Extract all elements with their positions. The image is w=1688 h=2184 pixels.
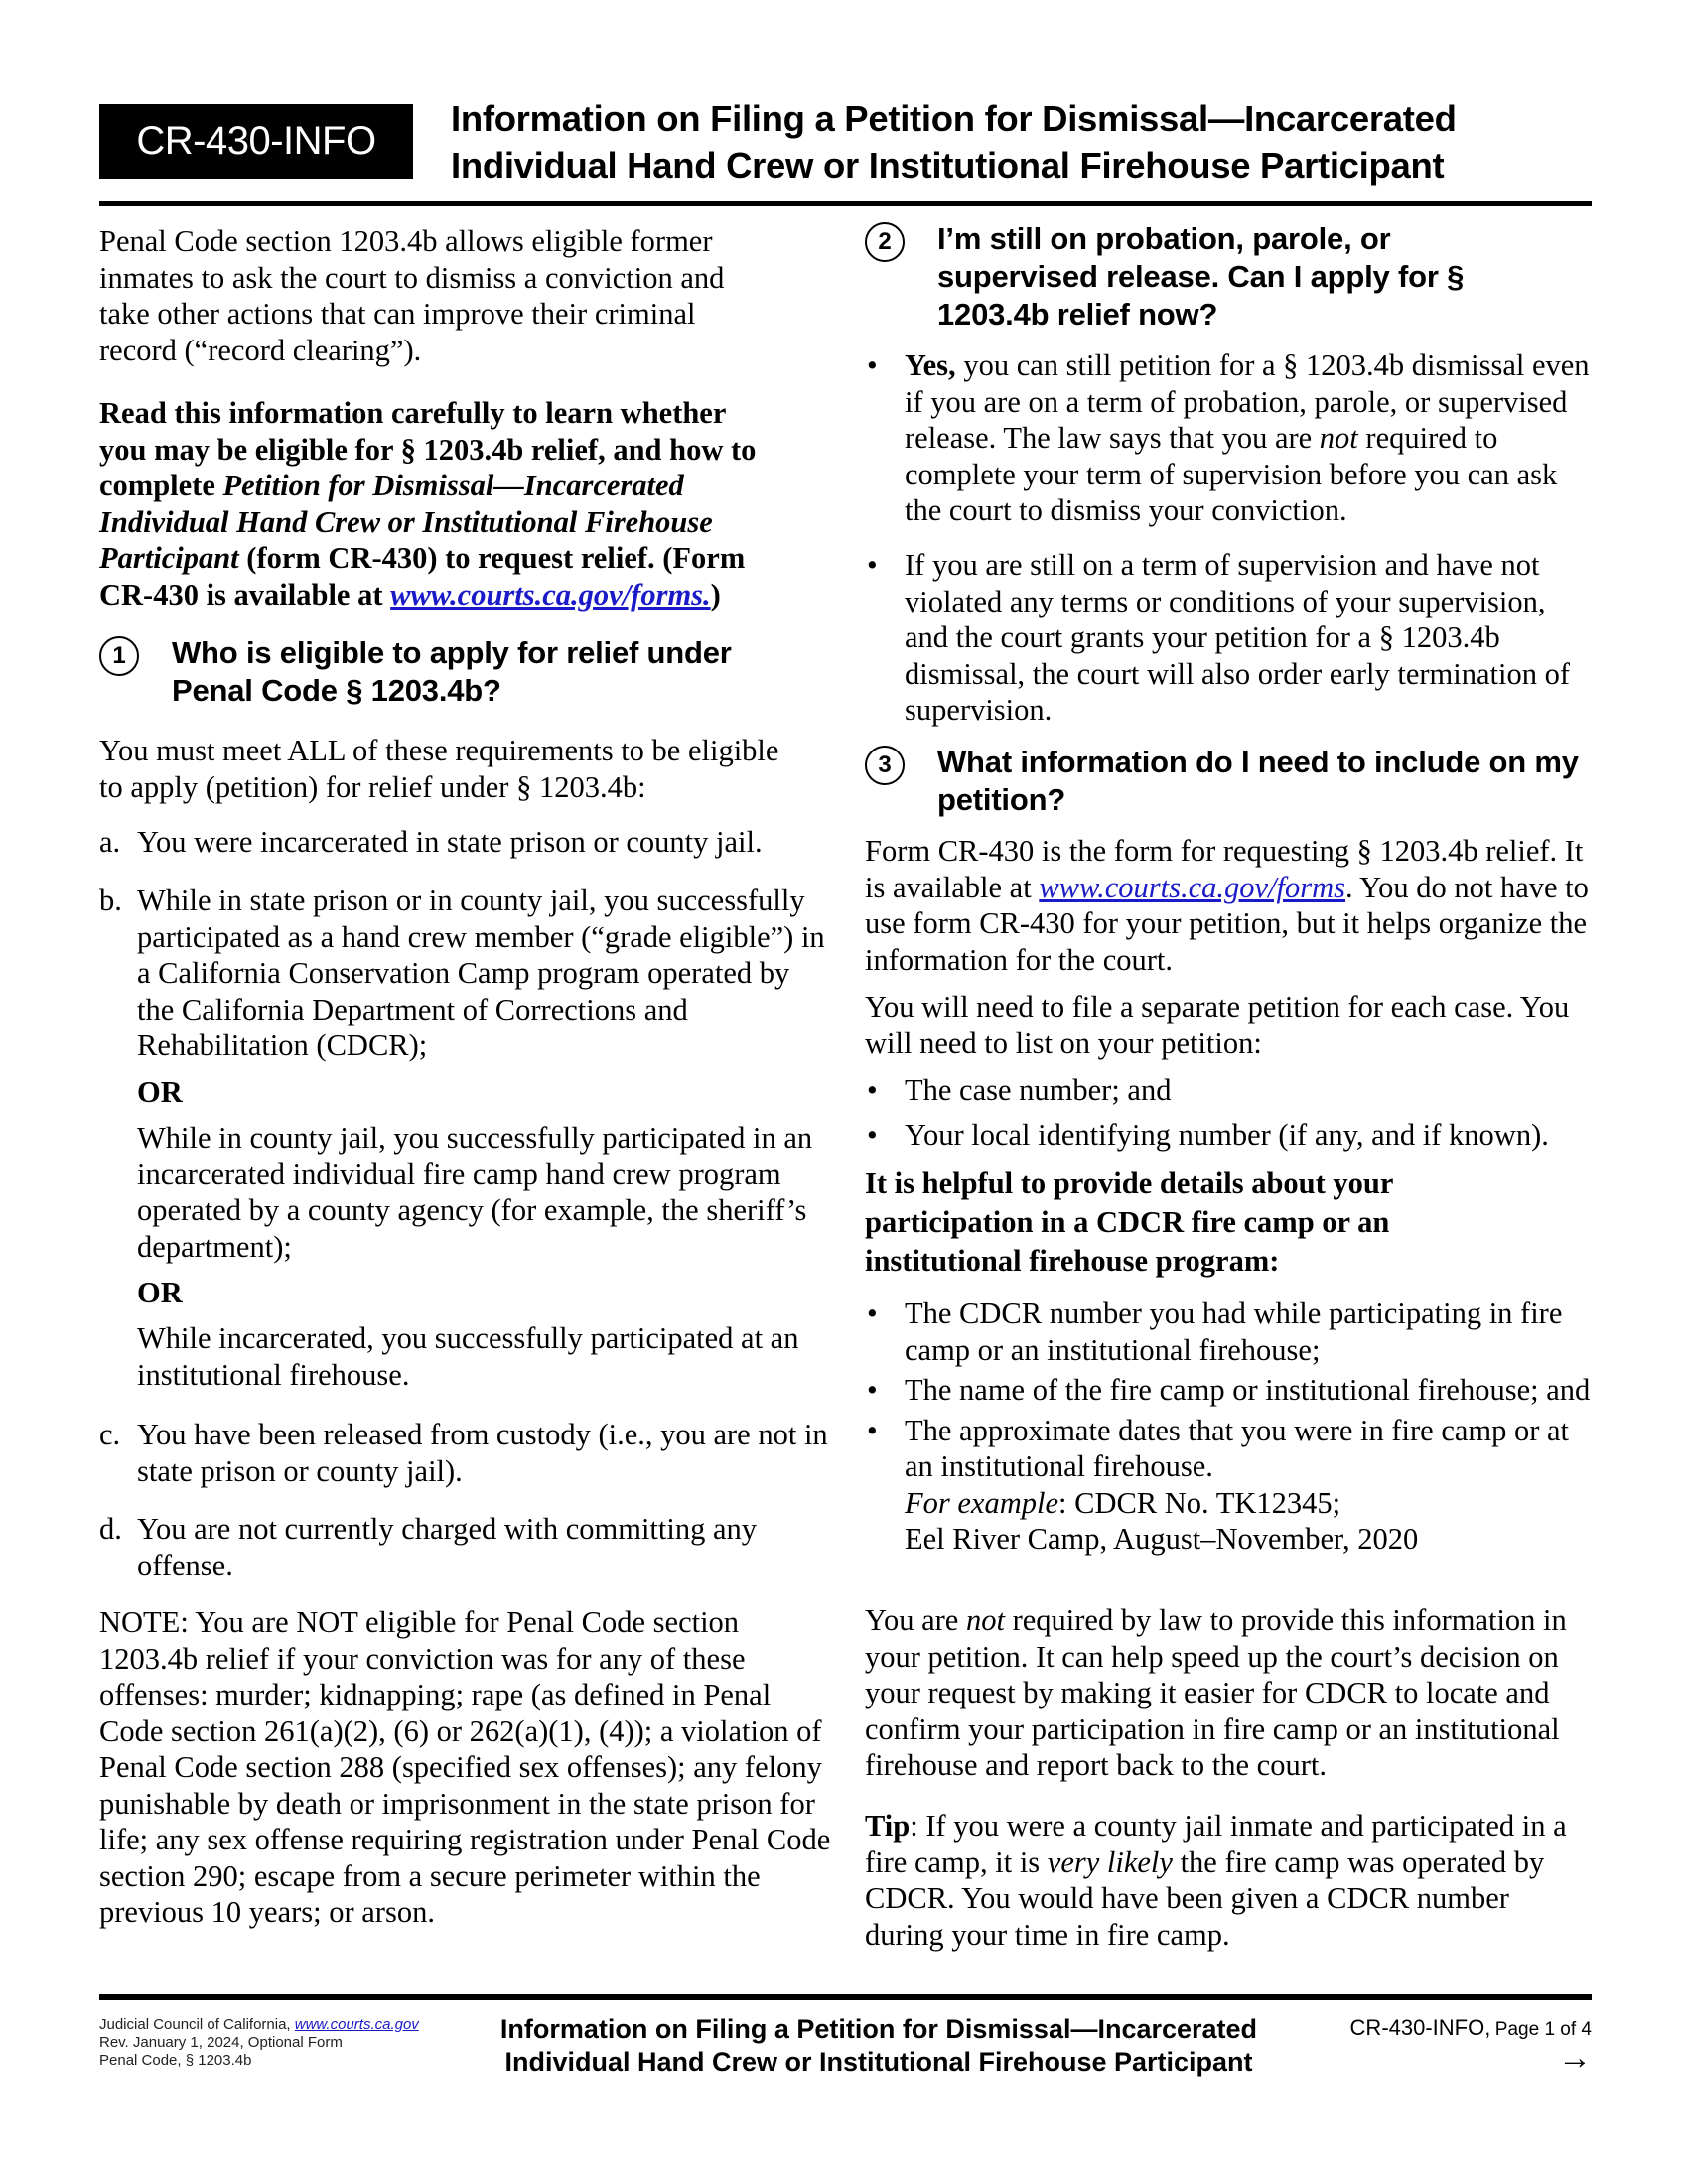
section-1-heading [99, 634, 834, 710]
section-2-heading [865, 220, 1595, 334]
paragraph-text: Form CR-430 is the form for requesting § 1203.4b relief. It is available at [865, 834, 1584, 904]
intro-instructions-text: ) [710, 577, 721, 612]
list-item-text: The CDCR number you had while participating in fire camp or an institutional firehouse; [905, 1297, 1563, 1367]
details-list [865, 1296, 1595, 1558]
page-title [451, 95, 1457, 189]
paragraph-text: required by law to provide this information in your petition. It can help speed up the court’s decision on your request by making it easier for CDCR to locate and confirm your participation in fire camp or an institutional firehouse and report back to the court. [865, 1603, 1567, 1782]
requirement-c [99, 1417, 834, 1489]
section-title: Who is eligible to apply for relief under Penal Code § 1203.4b? [172, 635, 732, 708]
emphasis: not [965, 1603, 1005, 1637]
footer-form-code: CR-430-INFO, [1349, 2015, 1491, 2040]
form-name: Petition for Dismissal—Incarcerated Individual Hand Crew or Institutional Firehouse Participant [99, 469, 713, 575]
requirement-b-alt-2: While incarcerated, you successfully participated at an institutional firehouse. [137, 1321, 799, 1392]
bullet-icon: • [867, 1373, 878, 1407]
section-1-lead: You must meet ALL of these requirements to be eligible to apply (petition) for relief under § 1203.4b: [99, 734, 779, 804]
emphasis: very likely [1047, 1844, 1173, 1879]
page-title-line1: Information on Filing a Petition for Dismissal—Incarcerated [451, 98, 1457, 139]
paragraph-text: : If you were a county jail inmate and participated in a fire camp, it is [865, 1809, 1567, 1879]
bullet-text: If you are still on a term of supervision and have not violated any terms or conditions of your supervision, and the court grants your petition for a § 1203.4b dismissal, the court will also order early termination of supervision. [905, 548, 1570, 727]
next-page-arrow-icon[interactable]: → [1558, 2039, 1592, 2077]
revision-date: Rev. January 1, 2024, Optional Form [99, 2034, 343, 2051]
tip-label: Tip [865, 1809, 911, 1843]
list-item-text: You are not currently charged with committing any offense. [137, 1512, 757, 1582]
list-marker: d. [99, 1512, 122, 1546]
intro-instructions [99, 395, 774, 613]
list-item-text: You have been released from custody (i.e., you are not in state prison or county jail). [137, 1418, 828, 1488]
helpful-heading: It is helpful to provide details about your participation in a CDCR fire camp or an institutional firehouse program: [865, 1166, 1393, 1278]
requirement-a [99, 824, 834, 861]
intro-paragraph: Penal Code section 1203.4b allows eligible former inmates to ask the court to dismiss a conviction and take other actions that can improve their criminal record (“record clearing”). [99, 224, 725, 367]
list-marker: c. [99, 1418, 121, 1451]
requirement-b-alt-1: While in county jail, you successfully participated in an incarcerated individual fire camp hand crew program operated by a county agency (for example, the sheriff’s department); [137, 1121, 813, 1264]
bullet-icon: • [867, 1297, 878, 1330]
bullet-text: required to complete your term of supervision before you can ask the court to dismiss your conviction. [905, 421, 1558, 527]
footer-divider [99, 1994, 1592, 2000]
example-label: For example [905, 1485, 1058, 1520]
requirement-b [99, 883, 834, 1064]
bullet-icon: • [867, 548, 878, 582]
section-3-para-2: You will need to file a separate petition for each case. You will need to list on your petition: [865, 990, 1570, 1060]
list-item-text: The name of the fire camp or institutional firehouse; and [905, 1373, 1591, 1407]
section-2-bullet-1 [865, 347, 1595, 529]
bullet-text: you can still petition for a § 1203.4b dismissal even if you are on a term of probation, parole, or supervised release. The law says that you are [905, 348, 1590, 455]
paragraph-text: You are [865, 1603, 966, 1637]
bullet-icon: • [867, 1117, 878, 1152]
list-item-text: The approximate dates that you were in fire camp or at an institutional firehouse. [905, 1413, 1570, 1483]
section-title: What information do I need to include on my petition? [937, 745, 1579, 817]
form-code-badge: CR-430-INFO [99, 104, 413, 179]
bullet-icon: • [867, 1413, 878, 1447]
courts-link[interactable]: www.courts.ca.gov [294, 2016, 419, 2033]
section-number-icon: 3 [865, 746, 905, 785]
paragraph-text: the fire camp was operated by CDCR. You would have been given a CDCR number during your time in fire camp. [865, 1844, 1545, 1952]
header-divider [99, 201, 1592, 206]
footer-publisher [99, 2016, 419, 2070]
emphasis: not [1319, 421, 1358, 455]
example-text: : CDCR No. TK12345; [1058, 1485, 1341, 1520]
list-item-text: While in state prison or in county jail, you successfully participated as a hand crew member (“grade eligible”) in a California Conservation Camp program operated by the California Department of Corrections and Rehabilitation (CDCR); [137, 884, 825, 1062]
requirement-d [99, 1511, 834, 1583]
not-required-paragraph [865, 1602, 1595, 1784]
section-number-icon: 1 [99, 636, 139, 676]
tip-paragraph [865, 1808, 1595, 1953]
section-3-heading [865, 744, 1595, 819]
footer-page-info [1301, 2015, 1592, 2075]
bullet-lead: Yes, [905, 348, 956, 382]
list-item-text: Your local identifying number (if any, and if known). [905, 1117, 1549, 1152]
publisher-name: Judicial Council of California, [99, 2016, 295, 2033]
example-text: Eel River Camp, August–November, 2020 [905, 1522, 1419, 1556]
eligibility-note: NOTE: You are NOT eligible for Penal Code section 1203.4b relief if your conviction was for any of these offenses: murder; kidnapping; rape (as defined in Penal Code section 261(a)(2), (6) or 262(a)(1), (4)); a violation of Penal Code section 288 (specified sex offenses); any felony punishable by death or imprisonment in the state prison for life; any sex offense requiring registration under Penal Code section 290; escape from a secure perimeter within the previous 10 years; or arson. [99, 1605, 831, 1929]
list-item-text: The case number; and [905, 1073, 1172, 1107]
footer-title [467, 2013, 1291, 2079]
intro-instructions-text: Read this information carefully to learn whether you may be eligible for § 1203.4b relief, and how to complete [99, 396, 757, 502]
petition-list [865, 1072, 1595, 1153]
or-label: OR [137, 1075, 183, 1109]
list-item-text: You were incarcerated in state prison or county jail. [137, 825, 763, 859]
section-title: I’m still on probation, parole, or supervised release. Can I apply for § 1203.4b relief now? [937, 221, 1465, 332]
forms-link[interactable]: www.courts.ca.gov/forms. [390, 577, 711, 612]
section-3-para-1 [865, 833, 1595, 978]
paragraph-text: . You do not have to use form CR-430 for your petition, but it helps organize the information for the court. [865, 870, 1589, 977]
list-marker: a. [99, 825, 121, 859]
footer-title-line2: Individual Hand Crew or Institutional Firehouse Participant [504, 2047, 1253, 2077]
or-label: OR [137, 1276, 183, 1309]
bullet-icon: • [867, 1073, 878, 1107]
page-title-line2: Individual Hand Crew or Institutional Firehouse Participant [451, 145, 1445, 186]
bullet-icon: • [867, 348, 878, 382]
footer-title-line1: Information on Filing a Petition for Dismissal—Incarcerated [499, 2014, 1258, 2044]
section-2-bullet-2 [865, 547, 1595, 729]
page-number: Page 1 of 4 [1494, 2019, 1592, 2040]
section-number-icon: 2 [865, 222, 905, 262]
forms-link[interactable]: www.courts.ca.gov/forms [1039, 870, 1345, 904]
authority: Penal Code, § 1203.4b [99, 2052, 252, 2069]
intro-instructions-text: (form CR-430) to request relief. (Form CR-430 is available at [99, 541, 746, 612]
list-marker: b. [99, 884, 122, 917]
